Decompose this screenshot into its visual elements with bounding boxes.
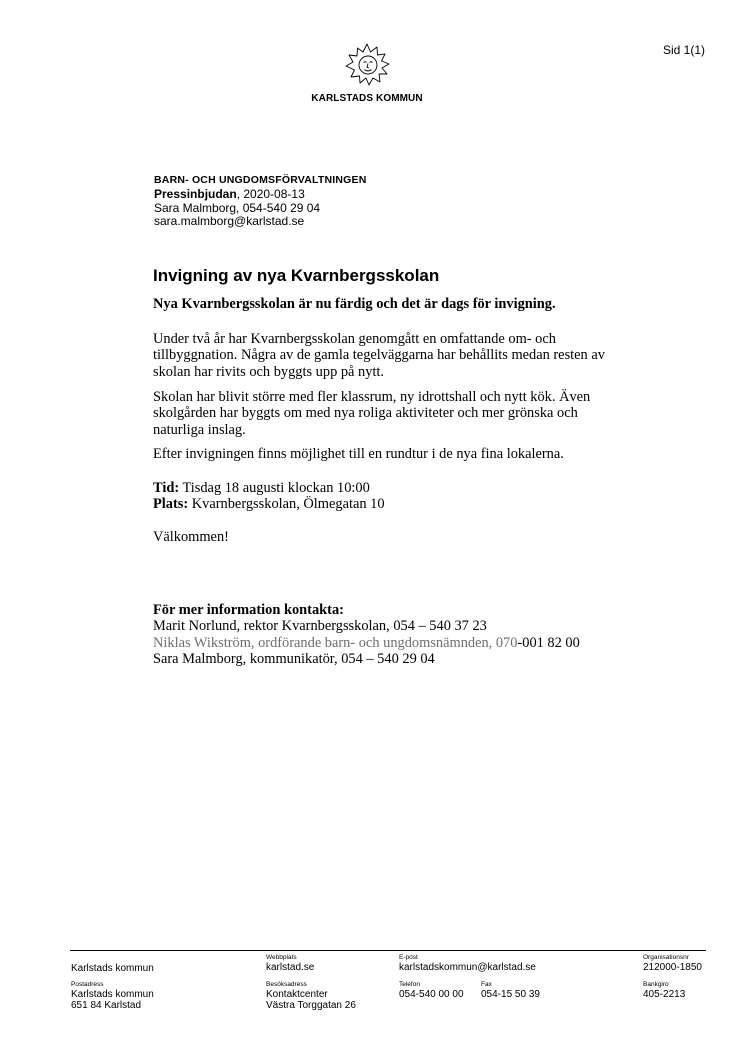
contact-line-3: Sara Malmborg, kommunikatör, 054 – 540 29 04 [153,651,435,668]
event-place-value: Kvarnbergsskolan, Ölmegatan 10 [188,496,385,513]
document-header [154,174,367,229]
footer-postal-label: Postadress [71,981,104,988]
footer-phone-value: 054-540 00 00 [399,989,464,1000]
footer-org-name: Karlstads kommun [71,963,154,974]
page-title: Invigning av nya Kvarnbergsskolan [153,266,440,285]
contact-email: sara.malmborg@karlstad.se [154,214,305,229]
footer-bankgiro [643,981,685,1000]
doc-type: Pressinbjudan [154,187,237,202]
footer-email [399,954,536,973]
welcome-text: Välkommen! [153,529,229,545]
footer-orgnr-value: 212000-1850 [643,962,702,973]
footer-orgnr [643,954,702,973]
footer-email-label: E-post [399,954,418,961]
contact-section [153,602,580,668]
event-time-value: Tisdag 18 augusti klockan 10:00 [179,480,370,496]
sun-logo-icon [341,42,393,88]
footer-visit-line-1: Kontaktcenter [266,989,328,1000]
footer-bankgiro-label: Bankgiro [643,981,669,988]
event-place [153,496,385,512]
contact-line-2 [153,635,580,651]
lead-paragraph: Nya Kvarnbergsskolan är nu färdig och det är dags för invigning. [153,296,556,312]
contact-line-1: Marit Norlund, rektor Kvarnbergsskolan, 054 – 540 37 23 [153,618,487,635]
page-number: Sid 1(1) [662,43,705,57]
footer-divider [70,950,706,951]
footer-phone [399,981,464,1000]
body-paragraph-2: Skolan har blivit större med fler klassrum, ny idrottshall och nytt kök. Även skolgården har byggts om med nya roliga aktiviteter och mer grönska och naturliga inslag. [153,389,591,438]
footer-visit [266,981,356,1011]
doc-type-line [154,188,367,201]
footer-fax-value: 054-15 50 39 [481,989,540,1000]
event-info [153,480,385,513]
doc-date: , 2020-08-13 [236,187,305,202]
footer-postal-line-1: Karlstads kommun [71,989,154,1000]
footer-phone-label: Telefon [399,981,420,988]
footer-visit-line-2: Västra Torggatan 26 [266,1000,356,1011]
footer-email-value: karlstadskommun@karlstad.se [399,962,536,973]
footer-postal [71,981,154,1011]
footer-org [71,963,154,974]
footer-web [266,954,314,973]
footer-web-value: karlstad.se [266,962,315,973]
event-place-label: Plats: [153,496,189,513]
organization-name: KARLSTADS KOMMUN [311,93,423,104]
event-time-label: Tid: [153,480,180,496]
footer-web-label: Webbplats [266,954,297,961]
footer-orgnr-label: Organisationsnr [643,954,689,961]
event-time [153,480,385,496]
footer-bankgiro-value: 405-2213 [643,989,686,1000]
contact-line-2-grey: Niklas Wikström, ordförande barn- och ungdomsnämnden, 070 [153,634,518,651]
body-paragraph-3: Efter invigningen finns möjlighet till en rundtur i de nya fina lokalerna. [153,446,564,462]
contact-line: Sara Malmborg, 054-540 29 04 [154,200,321,215]
footer-postal-line-2: 651 84 Karlstad [71,1000,142,1011]
body-paragraph-1: Under två år har Kvarnbergsskolan genomgått en omfattande om- och tillbyggnation. Några av de gamla tegelväggarna har behållits medan resten av skolan har rivits och byggts upp på nytt. [153,331,605,380]
footer-visit-label: Besöksadress [266,981,307,988]
footer-fax-label: Fax [481,981,492,988]
contact-line-2-black: -001 82 00 [517,634,580,651]
department-name: BARN- OCH UNGDOMSFÖRVALTNINGEN [154,174,367,186]
footer-fax [481,981,540,1000]
contact-title: För mer information kontakta: [153,602,344,618]
